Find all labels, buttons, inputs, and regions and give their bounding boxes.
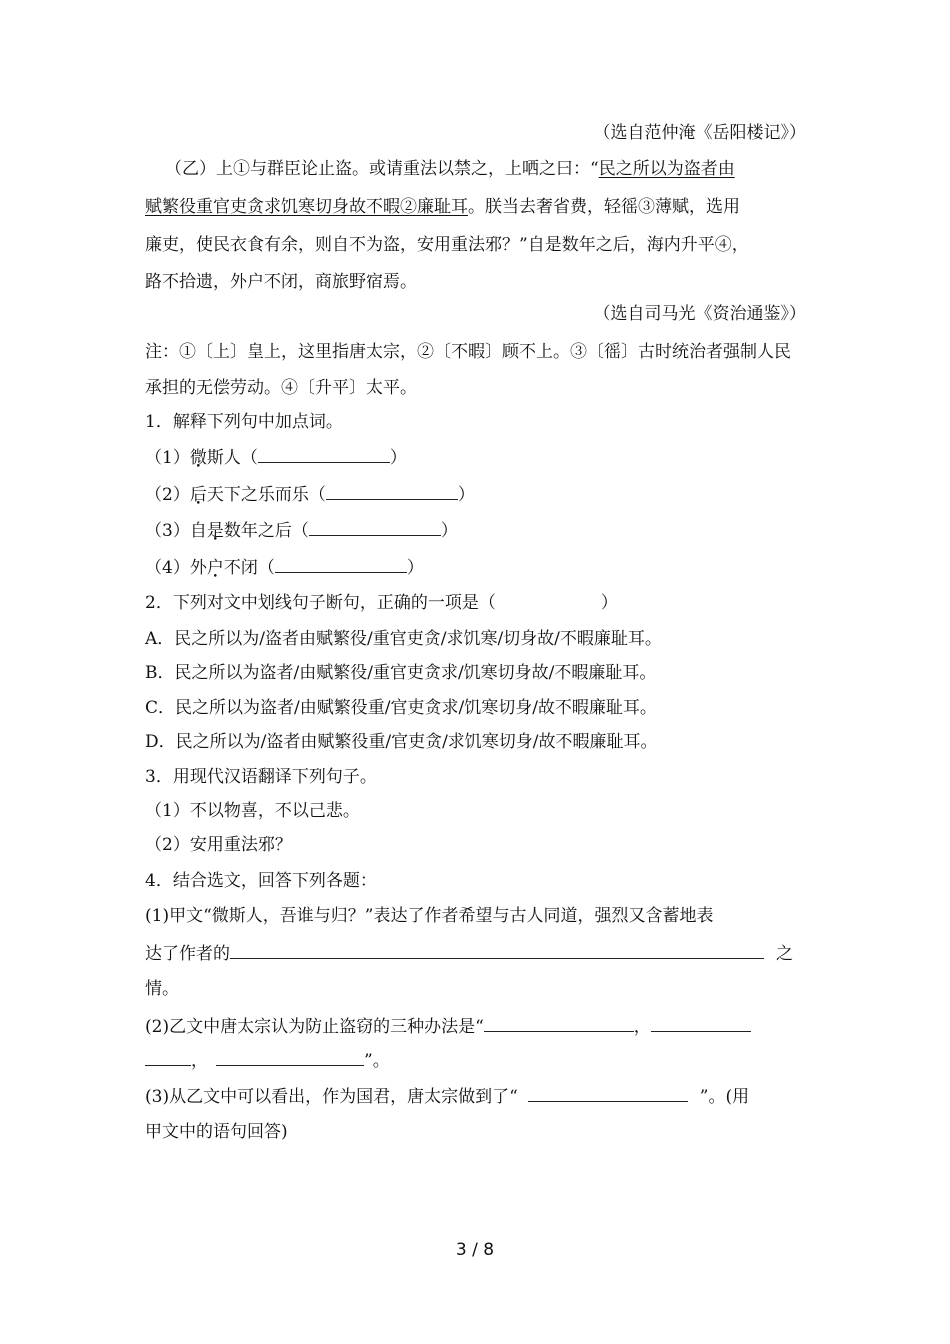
- question-1-item-1: [145, 444, 407, 470]
- passage-yi-line-3: 廉吏，使民衣食有余，则自不为盗，安用重法邪？”自是数年之后，海内升平④，: [145, 235, 749, 255]
- question-text: (2)乙文中唐太宗认为防止盗窃的三种办法是“: [145, 1017, 484, 1037]
- answer-blank[interactable]: [484, 1013, 634, 1032]
- question-4-part-1-line-3: 情。: [145, 979, 179, 999]
- question-3-item-1: （1）不以物喜，不以己悲。: [145, 801, 360, 821]
- question-text: 2．下列对文中划线句子断句，正确的一项是（: [145, 593, 496, 613]
- question-4-part-2-line-1: [145, 1013, 751, 1039]
- question-text: ”。: [364, 1051, 390, 1071]
- question-text: ”。(用: [699, 1087, 750, 1107]
- question-close: ）: [600, 593, 618, 613]
- answer-blank[interactable]: [309, 517, 441, 536]
- answer-blank[interactable]: [230, 940, 764, 959]
- source-jia: （选自范仲淹《岳阳楼记》）: [593, 123, 806, 143]
- item-text: 天下之乐而乐（: [206, 485, 326, 505]
- question-4-part-3-line-2: 甲文中的语句回答): [145, 1122, 288, 1142]
- question-3-item-2: （2）安用重法邪？: [145, 835, 292, 855]
- underlined-sentence: 赋繁役重官吏贪求饥寒切身故不暇②廉耻耳: [145, 197, 468, 217]
- question-1-item-3: [145, 517, 458, 543]
- question-text: ，: [633, 1017, 651, 1037]
- source-yi: （选自司马光《资治通鉴》）: [593, 304, 806, 324]
- question-4-part-1-line-1: (1)甲文“微斯人，吾谁与归？”表达了作者希望与古人同道，强烈又含蓄地表: [145, 906, 714, 926]
- question-1-title: 1．解释下列句中加点词。: [145, 412, 343, 432]
- answer-blank[interactable]: [275, 554, 407, 573]
- question-4-part-2-line-2: [145, 1047, 390, 1073]
- question-text: ，: [191, 1051, 208, 1071]
- item-number: （1）: [145, 448, 190, 468]
- item-text: 数年之后（: [223, 521, 309, 541]
- underlined-sentence: 民之所以为盗者由: [598, 159, 735, 179]
- answer-blank[interactable]: [528, 1083, 688, 1102]
- passage-yi-line-4: 路不拾遗，外户不闭，商旅野宿焉。: [145, 272, 417, 292]
- item-text: 不闭（: [223, 558, 275, 578]
- dotted-word: 是: [206, 521, 224, 541]
- question-text: (3)从乙文中可以看出，作为国君，唐太宗做到了“: [145, 1087, 518, 1107]
- option-d: D．民之所以为/盗者由赋繁役重/官吏贪/求饥寒切身/故不暇廉耻耳。: [145, 732, 658, 752]
- question-text: 达了作者的: [145, 944, 230, 964]
- note-line-1: 注：①〔上〕皇上，这里指唐太宗，②〔不暇〕顾不上。③〔徭〕古时统治者强制人民: [145, 342, 791, 362]
- item-text: 斯人（: [206, 448, 258, 468]
- question-4-part-1-line-2: [145, 940, 793, 966]
- dotted-word: 微: [189, 448, 207, 468]
- item-number: （4）外: [145, 558, 207, 578]
- item-number: （2）: [145, 485, 190, 505]
- item-close: ）: [457, 485, 475, 505]
- question-1-item-2: [145, 481, 475, 507]
- option-c: C．民之所以为盗者/由赋繁役重/官吏贪求/饥寒切身/故不暇廉耻耳。: [145, 698, 657, 718]
- answer-blank[interactable]: [216, 1047, 364, 1066]
- note-line-2: 承担的无偿劳动。④〔升平〕太平。: [145, 378, 417, 398]
- answer-blank-continued[interactable]: [145, 1047, 191, 1066]
- option-b: B．民之所以为盗者/由赋繁役/重官吏贪求/饥寒切身故/不暇廉耻耳。: [145, 663, 657, 683]
- item-close: ）: [440, 521, 458, 541]
- question-2-title: [145, 591, 618, 615]
- item-number: （3）自: [145, 521, 207, 541]
- question-3-title: 3．用现代汉语翻译下列句子。: [145, 767, 377, 787]
- passage-text: 。朕当去奢省费，轻徭③薄赋，选用: [468, 197, 740, 217]
- passage-yi-line-2: [145, 195, 740, 219]
- page-number: 3 / 8: [455, 1240, 495, 1260]
- question-text: 之: [776, 944, 793, 964]
- option-a: A．民之所以为/盗者由赋繁役/重官吏贪/求饥寒/切身故/不暇廉耻耳。: [145, 629, 662, 649]
- item-close: ）: [406, 558, 424, 578]
- passage-yi-line-1: [165, 157, 735, 181]
- question-4-part-3-line-1: [145, 1083, 749, 1109]
- answer-blank[interactable]: [258, 444, 390, 463]
- answer-blank[interactable]: [326, 481, 458, 500]
- item-close: ）: [389, 448, 407, 468]
- dotted-word: 户: [206, 558, 224, 578]
- question-4-title: 4．结合选文，回答下列各题：: [145, 871, 377, 891]
- dotted-word: 后: [189, 485, 207, 505]
- question-1-item-4: [145, 554, 424, 580]
- passage-text: （乙）上①与群臣论止盗。或请重法以禁之，上哂之曰：“: [165, 159, 599, 179]
- answer-blank[interactable]: [651, 1013, 751, 1032]
